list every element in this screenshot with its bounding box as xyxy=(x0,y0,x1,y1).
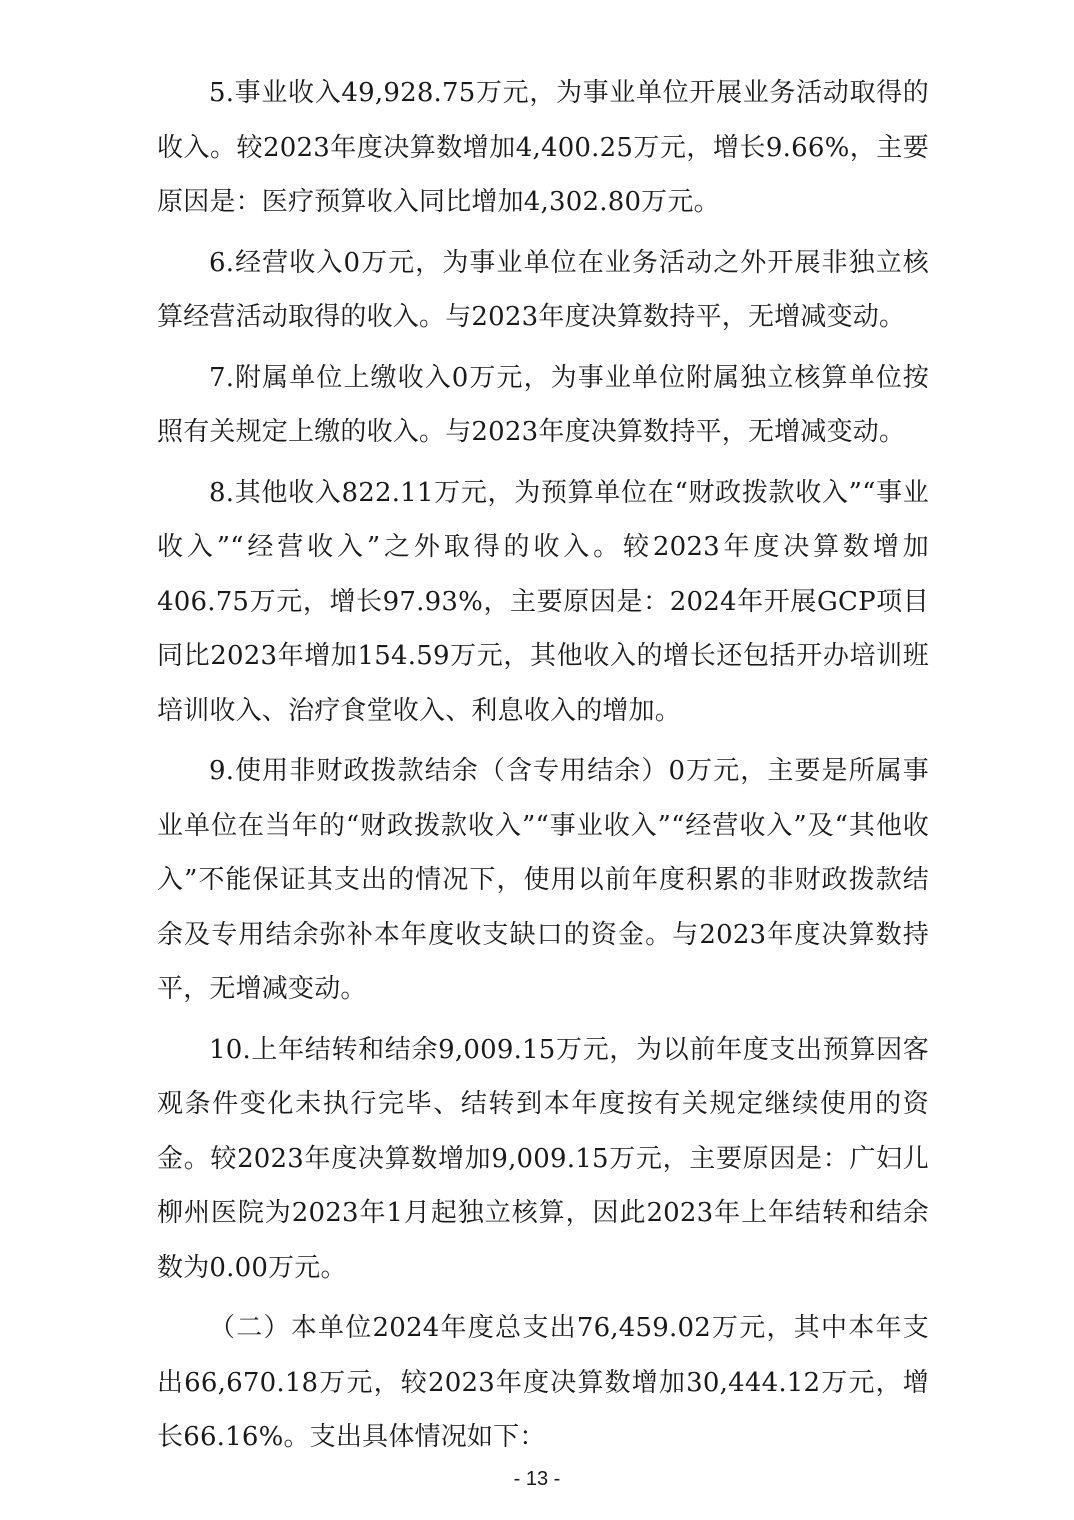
page-number: - 13 - xyxy=(513,1468,561,1490)
paragraph-operating-income: 6.经营收入0万元，为事业单位在业务活动之外开展非独立核算经营活动取得的收入。与2023年度决算数持平，无增减变动。 xyxy=(157,247,929,332)
document-body xyxy=(157,66,929,1465)
paragraph-total-expenditure: （二）本单位2024年度总支出76,459.02万元，其中本年支出66,670.18万元，较2023年度决算数增加30,444.12万元，增长66.16%。支出具体情况如下： xyxy=(157,1313,929,1452)
paragraph-business-income: 5.事业收入49,928.75万元，为事业单位开展业务活动取得的收入。较2023年度决算数增加4,400.25万元，增长9.66%，主要原因是：医疗预算收入同比增加4,302.80万元。 xyxy=(157,78,929,217)
paragraph-other-income: 8.其他收入822.11万元，为预算单位在“财政拨款收入”“事业收入”“经营收入”之外取得的收入。较2023年度决算数增加406.75万元，增长97.93%，主要原因是：2024年开展GCP项目同比2023年增加154.59万元，其他收入的增长还包括开办培训班培训收入、治疗食堂收入、利息收入的增加。 xyxy=(157,477,929,726)
paragraph-non-fiscal-surplus: 9.使用非财政拨款结余（含专用结余）0万元，主要是所属事业单位在当年的“财政拨款收入”“事业收入”“经营收入”及“其他收入”不能保证其支出的情况下，使用以前年度积累的非财政拨款结余及专用结余弥补本年度收支缺口的资金。与2023年度决算数持平，无增减变动。 xyxy=(157,756,929,1004)
paragraph-affiliate-income: 7.附属单位上缴收入0万元，为事业单位附属独立核算单位按照有关规定上缴的收入。与2023年度决算数持平，无增减变动。 xyxy=(157,362,929,447)
paragraph-carryover-surplus: 10.上年结转和结余9,009.15万元，为以前年度支出预算因客观条件变化未执行完毕、结转到本年度按有关规定继续使用的资金。较2023年度决算数增加9,009.15万元，主要原因是：广妇儿柳州医院为2023年1月起独立核算，因此2023年上年结转和结余数为0.00万元。 xyxy=(157,1034,929,1283)
